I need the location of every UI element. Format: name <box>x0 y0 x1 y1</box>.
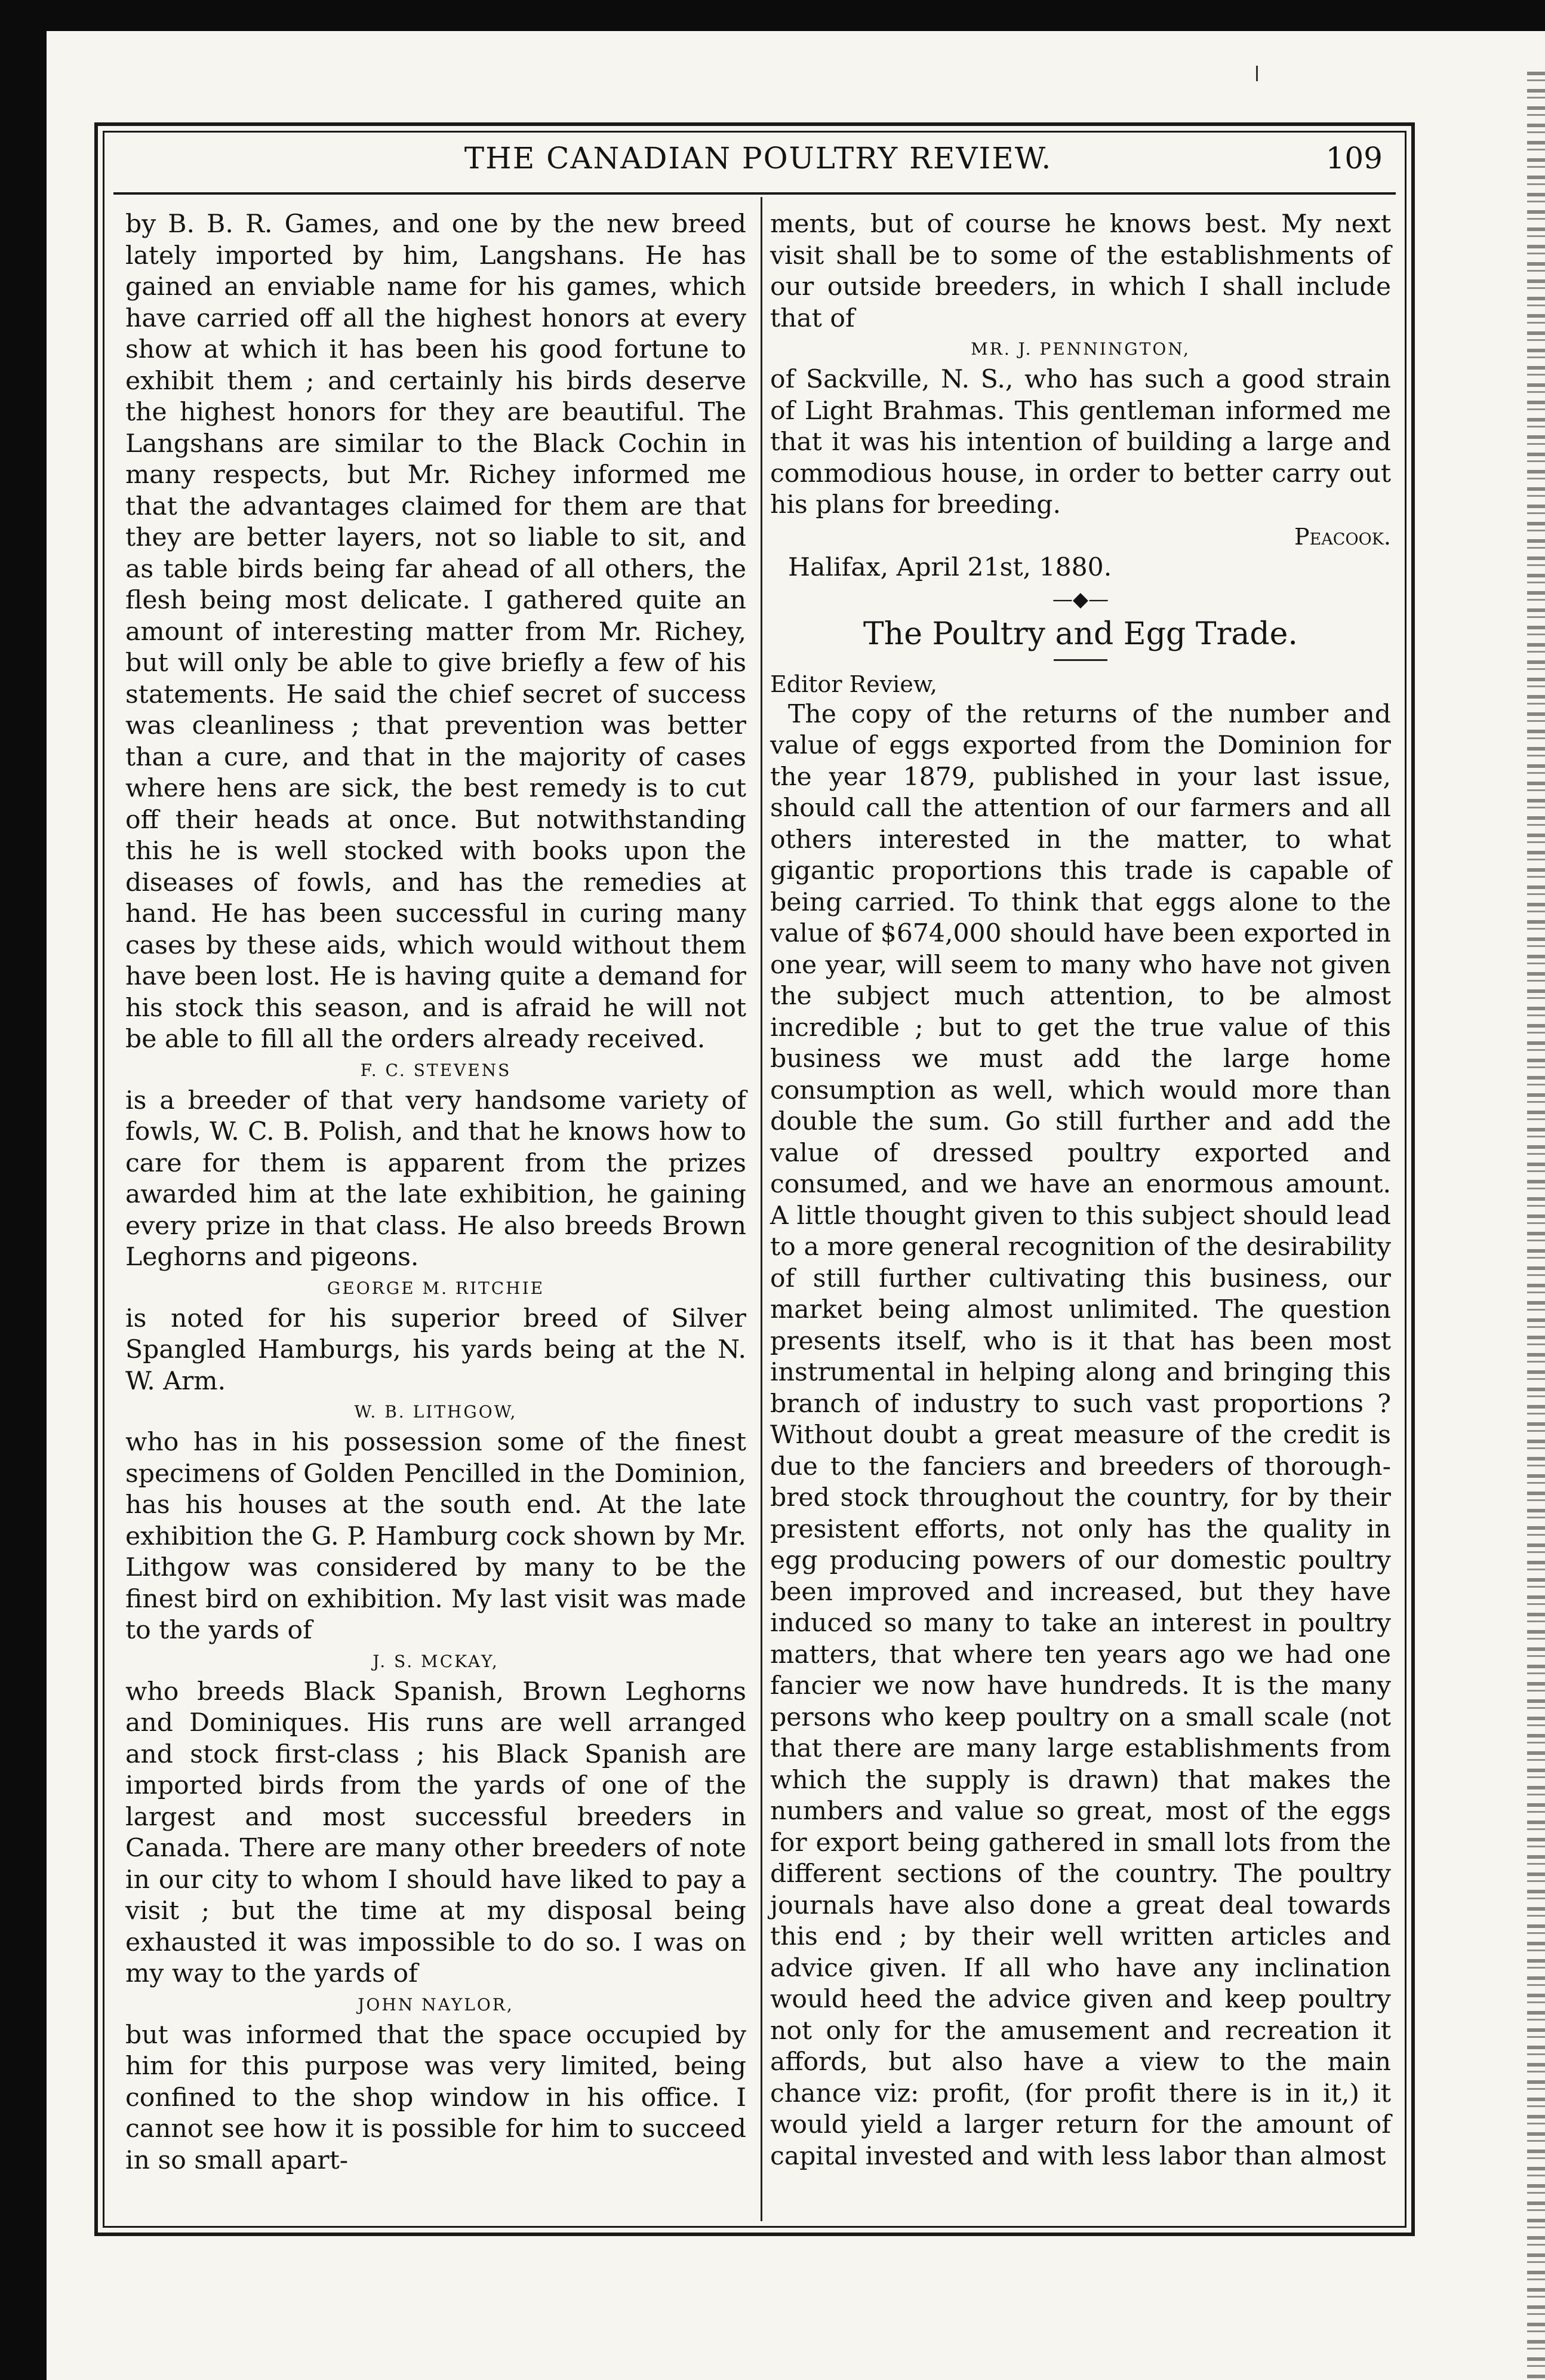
article-title: The Poultry and Egg Trade. <box>863 616 1298 652</box>
paragraph: is noted for his superior breed of Silver Spangled Hamburgs, his yards being at the N. W. Arm. <box>125 1303 746 1396</box>
breeder-name-heading: GEORGE M. RITCHIE <box>327 1278 545 1298</box>
paragraph: by B. B. R. Games, and one by the new breed lately imported by him, Langshans. He has gained an enviable name for his games, which have carried off all the highest honors at every show at which it has been his good fortune to exhibit them ; and certainly his birds deserve the highest honors for they are beautiful. The Langshans are similar to the Black Cochin in many respects, but Mr. Richey informed me that the advantages claimed for them are that they are better layers, not so liable to sit, and as table birds being far ahead of all others, the flesh being most delicate. I gathered quite an amount of interesting matter from Mr. Richey, but will only be able to give briefly a few of his statements. He said the chief secret of success was cleanliness ; that prevention was better than a cure, and that in the majority of cases where hens are sick, the best remedy is to cut off their heads at once. But notwithstanding this he is well stocked with books upon the diseases of fowls, and has the remedies at hand. He has been successful in curing many cases by these aids, which would without them have been lost. He is having quite a demand for his stock this season, and is afraid he will not be able to fill all the orders already received. <box>125 210 746 1054</box>
paragraph: who breeds Black Spanish, Brown Leghorns and Dominiques. His runs are well arranged and stock first-class ; his Black Spanish are imported birds from the yards of one of the largest and most successful breeders in Canada. There are many other breeders of note in our city to whom I should have liked to pay a visit ; but the time at my disposal being exhausted it was impossible to do so. I was on my way to the yards of <box>125 1677 746 1988</box>
salutation: Editor Review, <box>770 671 937 697</box>
scan-top-border <box>0 0 1545 31</box>
dateline: Halifax, April 21st, 1880. <box>788 553 1112 582</box>
page-number: 109 <box>1325 141 1383 176</box>
paragraph: of Sackville, N. S., who has such a good strain of Light Brahmas. This gentleman informed me that it was his intention of building a large and commodious house, in order to better carry out his plans for breeding. <box>770 365 1391 519</box>
title-rule <box>1054 659 1107 661</box>
header-rule <box>113 192 1396 195</box>
scan-left-border <box>0 0 47 2380</box>
scan-right-edge <box>1527 72 1545 2380</box>
publication-title: THE CANADIAN POULTRY REVIEW. <box>464 141 1052 176</box>
author-signature: Peacook. <box>1294 523 1391 550</box>
paragraph: is a breeder of that very handsome variety of fowls, W. C. B. Polish, and that he knows how to care for them is apparent from the prizes awarded him at the late exhibition, he gaining every prize in that class. He also breeds Brown Leghorns and pigeons. <box>125 1086 746 1272</box>
scan-mark <box>1256 66 1258 81</box>
right-column <box>770 209 1391 2172</box>
paragraph: who has in his possession some of the finest specimens of Golden Pencilled in the Dominion, has his houses at the south end. At the late exhibition the G. P. Hamburg cock shown by Mr. Lithgow was considered by many to be the finest bird on exhibition. My last visit was made to the yards of <box>125 1428 746 1645</box>
left-column <box>125 209 746 2176</box>
paragraph: but was informed that the space occupied by him for this purpose was very limited, being confined to the shop window in his office. I cannot see how it is possible for him to succeed in so small apart- <box>125 2020 746 2175</box>
paragraph: ments, but of course he knows best. My next visit shall be to some of the establishments of our outside breeders, in which I shall include that of <box>770 210 1391 333</box>
breeder-name-heading: MR. J. PENNINGTON, <box>971 339 1190 359</box>
breeder-name-heading: F. C. STEVENS <box>360 1060 512 1080</box>
column-divider <box>761 197 762 2221</box>
breeder-name-heading: JOHN NAYLOR, <box>358 1994 514 2015</box>
section-ornament: —◆— <box>1052 587 1109 611</box>
breeder-name-heading: J. S. MCKAY, <box>373 1651 499 1671</box>
breeder-name-heading: W. B. LITHGOW, <box>354 1402 518 1422</box>
page-header <box>119 139 1397 185</box>
paragraph: The copy of the returns of the number and value of eggs exported from the Dominion for the year 1879, published in your last issue, should call the attention of our farmers and all others interested in the matter, to what gigantic proportions this trade is capable of being carried. To think that eggs alone to the value of $674,000 should have been exported in one year, will seem to many who have not given the subject much attention, to be almost incredible ; but to get the true value of this business we must add the large home consumption as well, which would more than double the sum. Go still further and add the value of dressed poultry exported and consumed, and we have an enormous amount. A little thought given to this subject should lead to a more general recognition of the desirability of still further cultivating this business, our market being almost unlimited. The question presents itself, who is it that has been most instrumental in helping along and bringing this branch of industry to such vast proportions ? Without doubt a great measure of the credit is due to the fanciers and breeders of thorough-bred stock throughout the country, for by their presistent efforts, not only has the quality in egg producing powers of our domestic poultry been improved and increased, but they have induced so many to take an interest in poultry matters, that where ten years ago we had one fancier we now have hundreds. It is the many persons who keep poultry on a small scale (not that there are many large establishments from which the supply is drawn) that makes the numbers and value so great, most of the eggs for export being gathered in small lots from the different sections of the country. The poultry journals have also done a great deal towards this end ; by their well written articles and advice given. If all who have any inclination would heed the advice given and keep poultry not only for the amusement and recreation it affords, but also have a view to the main chance viz: profit, (for profit there is in it,) it would yield a larger return for the amount of capital invested and with less labor than almost <box>770 699 1391 2171</box>
